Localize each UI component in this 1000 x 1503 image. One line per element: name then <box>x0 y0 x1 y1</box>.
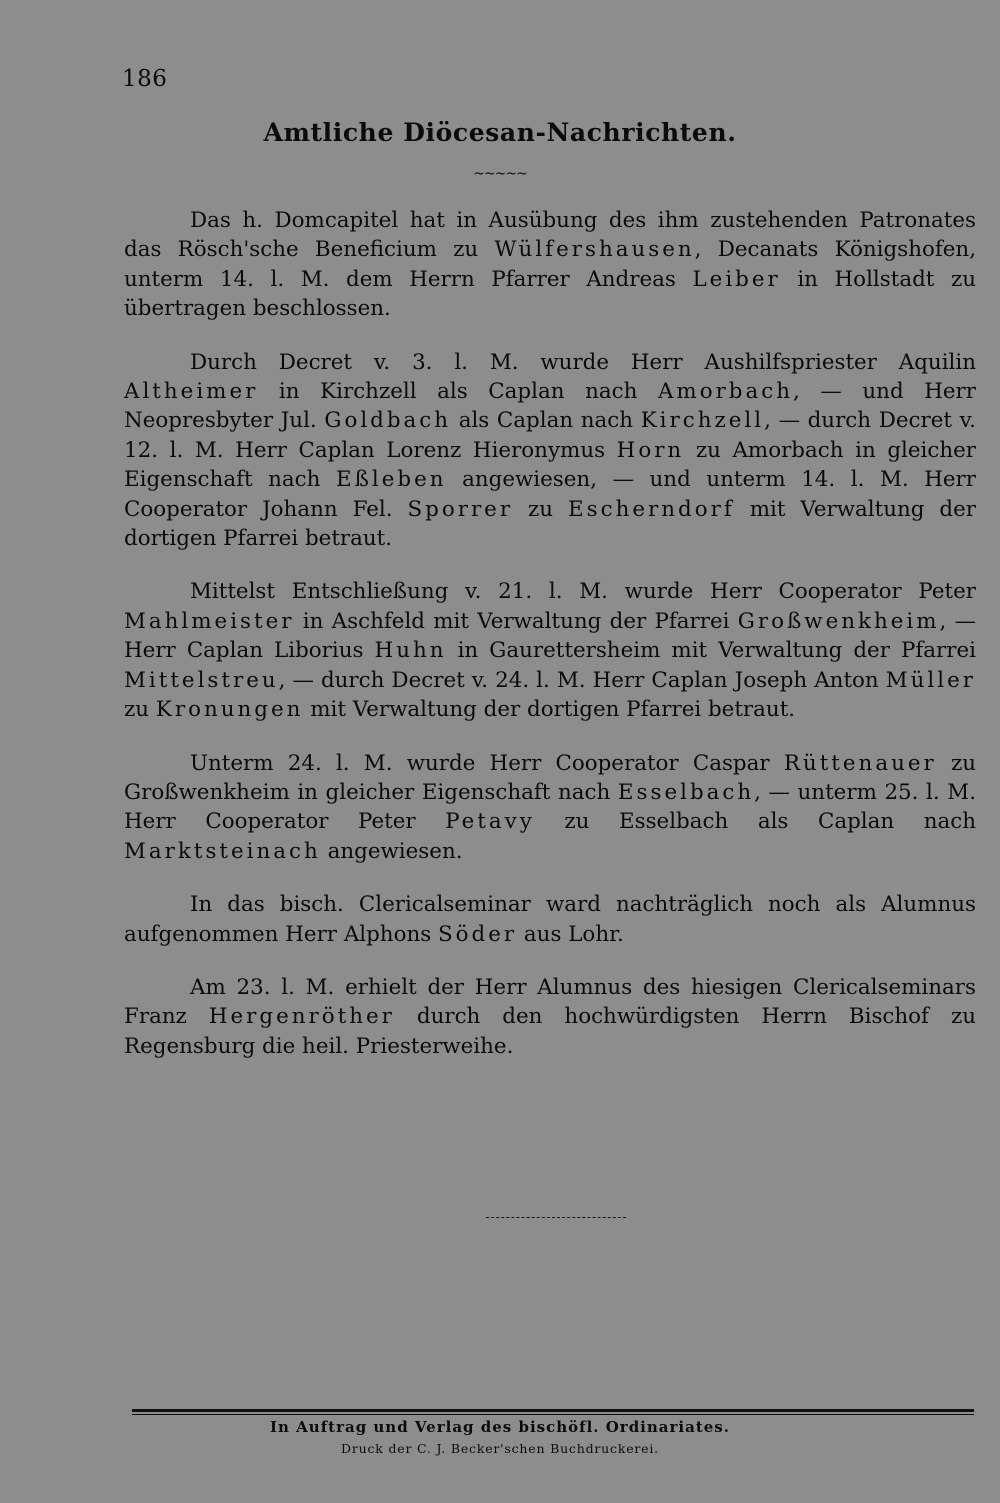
paragraph <box>124 749 976 867</box>
spaced-name: Goldbach <box>324 408 452 434</box>
spaced-name: Marktsteinach <box>124 838 321 864</box>
spaced-name: Huhn <box>374 638 447 664</box>
text-run: , — unterm 25. l. M. Herr Cooperator Peter <box>124 779 976 835</box>
text-run: zu Großwenkheim in gleicher Eigenschaft nach <box>124 750 976 805</box>
text-run: angewiesen. <box>320 838 463 864</box>
text-run: Das h. Domcapitel hat in Ausübung des ihm zustehenden Patronates das Rösch'sche Beneficium zu <box>124 208 976 263</box>
spaced-name: Wülfershausen <box>494 237 695 263</box>
text-run: als Caplan nach <box>451 408 641 434</box>
paragraph <box>124 577 976 724</box>
footer-publisher: In Auftrag und Verlag des bischöfl. Ordinariates. <box>270 1418 730 1436</box>
paragraph <box>124 973 976 1061</box>
spaced-name: Sporrer <box>407 496 514 522</box>
text-run: zu Amorbach in gleicher Eigenschaft nach <box>124 437 976 493</box>
spaced-name: Kirchzell <box>640 408 765 434</box>
spaced-name: Mahlmeister <box>124 608 295 634</box>
document-body <box>124 206 976 1085</box>
spaced-name: Kronungen <box>155 697 304 723</box>
spaced-name: Müller <box>885 667 976 693</box>
text-run: , — und Herr Neopresbyter Jul. <box>124 379 976 434</box>
text-run: Durch Decret v. 3. l. M. wurde Herr Aushilfspriester Aquilin <box>190 349 976 375</box>
text-run: angewiesen, — und unterm 14. l. M. Herr Cooperator Johann Fel. <box>124 467 976 522</box>
spaced-name: Leiber <box>692 266 781 292</box>
text-run: , — Herr Caplan Liborius <box>124 608 976 664</box>
spaced-name: Esselbach <box>617 779 755 805</box>
paragraph <box>124 348 976 554</box>
spaced-name: Hergenröther <box>208 1004 395 1030</box>
text-run: , — durch Decret v. 24. l. M. Herr Caplan Joseph Anton <box>278 667 886 693</box>
text-run: in Kirchzell als Caplan nach <box>258 379 658 405</box>
text-run: in Hollstadt zu übertragen beschlossen. <box>124 266 976 322</box>
text-run: in Aschfeld mit Verwaltung der Pfarrei <box>294 608 738 634</box>
spaced-name: Horn <box>616 437 685 463</box>
text-run: in Gaurettersheim mit Verwaltung der Pfarrei <box>446 638 976 664</box>
title-ornament: ~~~~~ <box>473 166 527 182</box>
text-run: , Decanats Königshofen, unterm 14. l. M. dem Herrn Pfarrer Andreas <box>124 237 976 292</box>
paragraph <box>124 890 976 949</box>
text-run: durch den hochwürdigsten Herrn Bischof zu Regensburg die heil. Priesterweihe. <box>124 1004 976 1059</box>
text-run: zu <box>513 496 569 522</box>
spaced-name: Großwenkheim <box>737 608 940 634</box>
spaced-name: Amorbach <box>657 379 794 405</box>
text-run: In das bisch. Clericalseminar ward nachträglich noch als Alumnus aufgenommen Herr Alphons <box>124 892 976 947</box>
footer-rule-thin <box>132 1414 974 1415</box>
section-end-rule <box>486 1217 626 1218</box>
spaced-name: Eßleben <box>336 467 447 493</box>
text-run: Mittelst Entschließung v. 21. l. M. wurde Herr Cooperator Peter <box>190 579 976 605</box>
text-run: , — durch Decret v. 12. l. M. Herr Caplan Lorenz Hieronymus <box>124 408 976 463</box>
text-run: mit Verwaltung der dortigen Pfarrei betraut. <box>124 496 976 552</box>
text-run: Am 23. l. M. erhielt der Herr Alumnus des hiesigen Clericalseminars Franz <box>124 974 976 1030</box>
footer-rule <box>132 1409 974 1412</box>
spaced-name: Söder <box>438 921 518 947</box>
text-run: zu <box>124 697 156 723</box>
spaced-name: Rüttenauer <box>783 750 937 776</box>
text-run: zu Esselbach als Caplan nach <box>534 809 977 835</box>
spaced-name: Mittelstreu <box>124 667 279 693</box>
text-run: Unterm 24. l. M. wurde Herr Cooperator Caspar <box>190 750 784 776</box>
spaced-name: Altheimer <box>124 379 259 405</box>
spaced-name: Escherndorf <box>568 496 735 522</box>
page-number: 186 <box>122 66 168 92</box>
page-title: Amtliche Diöcesan-Nachrichten. <box>263 118 737 147</box>
footer-printer: Druck der C. J. Becker'schen Buchdruckerei. <box>341 1441 659 1456</box>
text-run: mit Verwaltung der dortigen Pfarrei betraut. <box>303 697 796 723</box>
paragraph <box>124 206 976 324</box>
text-run: aus Lohr. <box>517 921 624 947</box>
spaced-name: Petavy <box>445 809 535 835</box>
